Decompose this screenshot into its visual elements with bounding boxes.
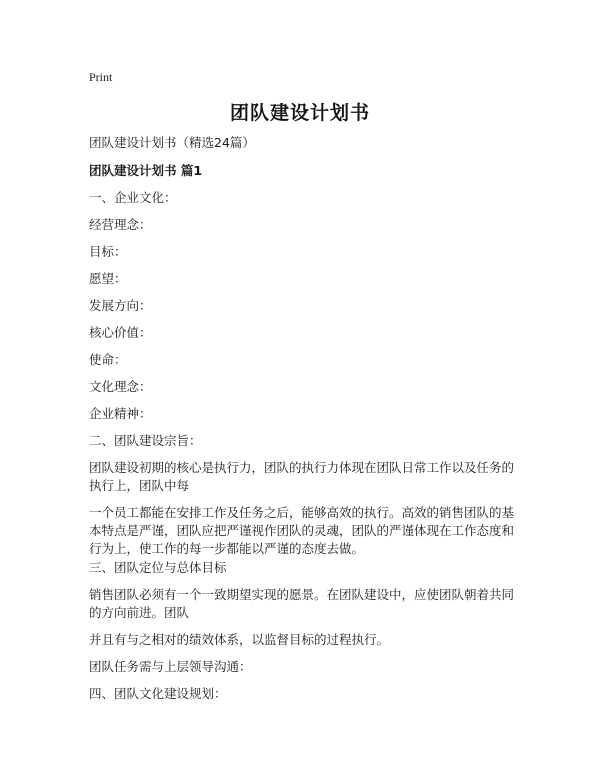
paragraph-development-direction: 发展方向： — [89, 298, 152, 313]
paragraph-mission: 使命： — [89, 352, 127, 367]
paragraph-core-values: 核心价值： — [89, 325, 152, 340]
paragraph-team-positioning: 三、团队定位与总体目标 — [89, 560, 227, 575]
document-title: 团队建设计划书 — [229, 102, 370, 124]
paragraph-business-philosophy: 经营理念： — [89, 217, 152, 232]
section-heading: 团队建设计划书 篇1 — [89, 163, 203, 178]
paragraph-team-vision: 销售团队必须有一个一致期望实现的愿景。在团队建设中，应使团队朝着共同的方向前进。团队 — [89, 587, 515, 620]
paragraph-goal: 目标： — [89, 244, 127, 259]
paragraph-leadership-communication: 团队任务需与上层领导沟通： — [89, 659, 252, 674]
document-subtitle: 团队建设计划书（精选24篇） — [89, 135, 255, 150]
paragraph-execution-core: 团队建设初期的核心是执行力，团队的执行力体现在团队日常工作以及任务的执行上，团队中每 — [89, 460, 515, 493]
paragraph-performance-system: 并且有与之相对的绩效体系，以监督目标的过程执行。 — [89, 632, 390, 647]
paragraph-wish: 愿望： — [89, 271, 127, 286]
print-link[interactable]: Print — [89, 70, 113, 84]
paragraph-corporate-culture: 一、企业文化： — [89, 190, 177, 205]
paragraph-culture-concept: 文化理念： — [89, 379, 152, 394]
paragraph-efficient-team: 一个员工都能在安排工作及任务之后，能够高效的执行。高效的销售团队的基本特点是严谨，团队应把严谨视作团队的灵魂，团队的严谨体现在工作态度和行为上，使工作的每一步都能以严谨的态度去做。 — [89, 505, 515, 556]
paragraph-enterprise-spirit: 企业精神： — [89, 406, 152, 421]
paragraph-culture-plan: 四、团队文化建设规划： — [89, 686, 227, 701]
paragraph-team-building-purpose: 二、团队建设宗旨： — [89, 433, 202, 448]
